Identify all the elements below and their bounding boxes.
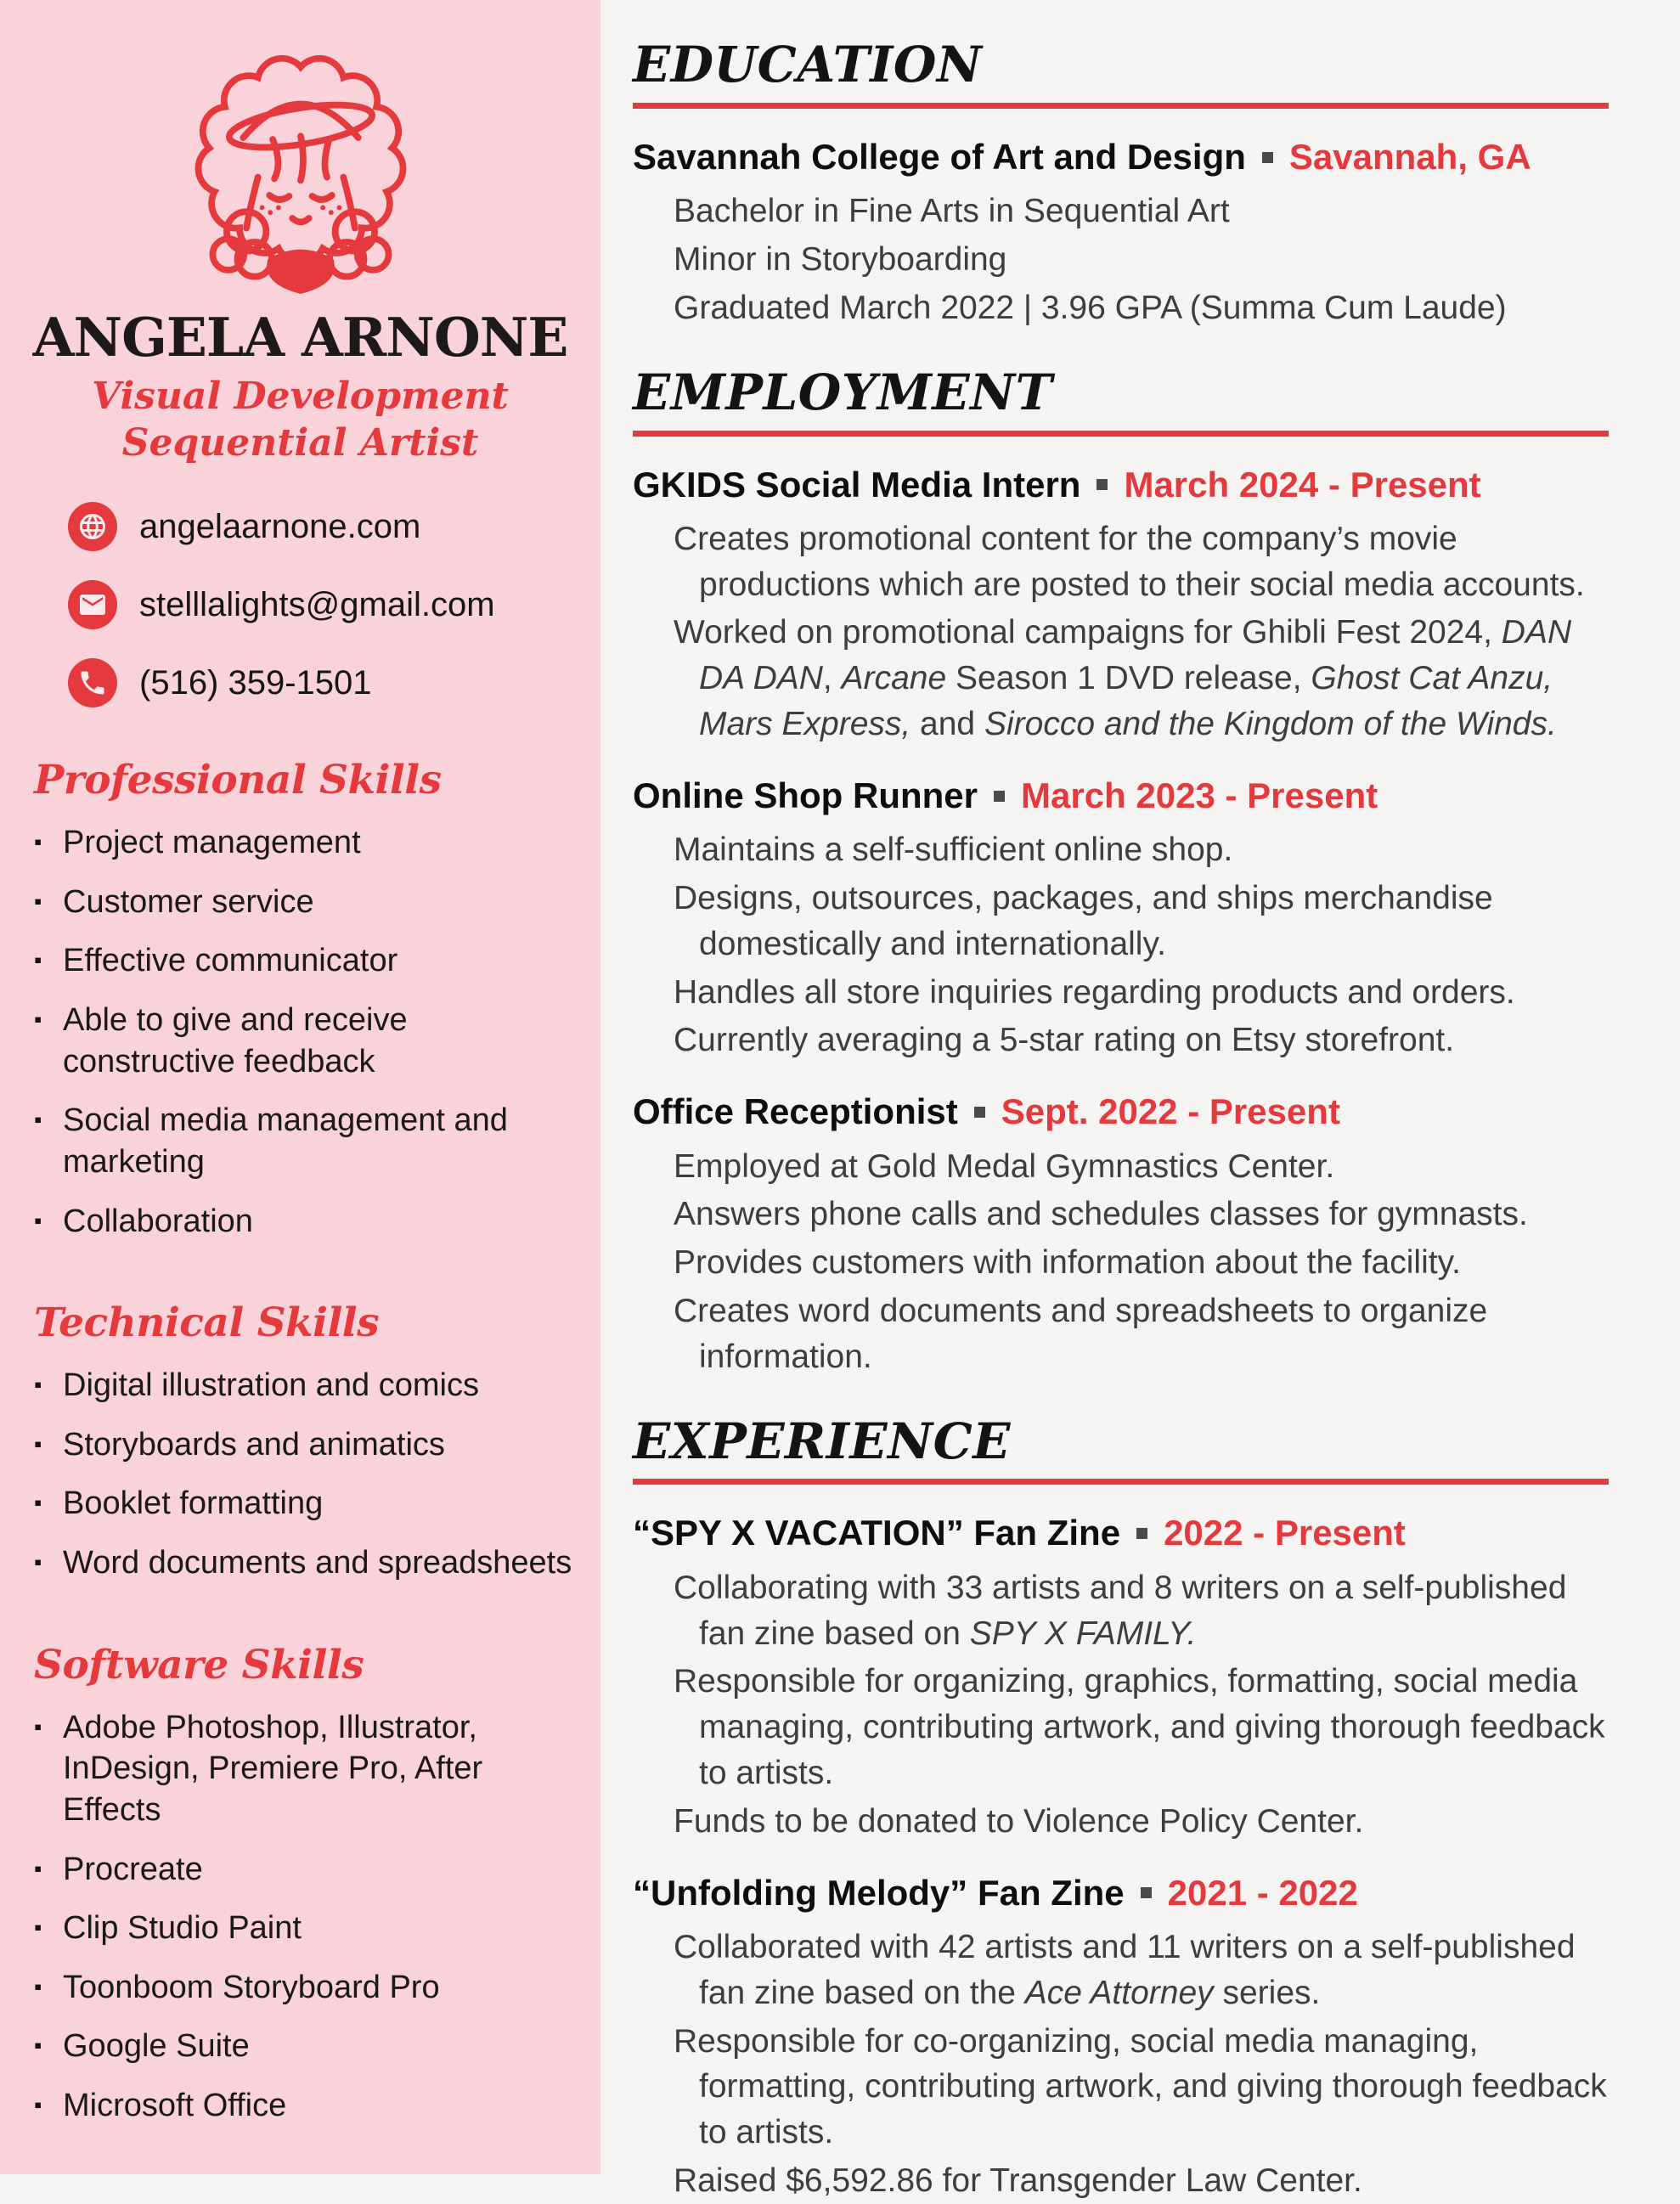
sidebar-section: [34, 1641, 575, 2127]
contact-phone: [68, 658, 600, 707]
entry-line: [674, 1017, 1609, 1063]
skill-item: [34, 822, 575, 864]
contact-list: [68, 502, 600, 707]
skill-list: [34, 1707, 575, 2127]
entry-body: [674, 1144, 1609, 1380]
entry-title: GKIDS Social Media Intern: [633, 464, 1081, 504]
bullet-square-icon: ▪: [34, 1549, 42, 1575]
sidebar-section: [34, 1299, 575, 1584]
entry-line: [674, 189, 1609, 234]
skill-item: [34, 1365, 575, 1406]
entry-line: [674, 1192, 1609, 1237]
sidebar-section: [34, 757, 575, 1242]
entry-text-segment: ,: [822, 660, 842, 697]
entry-text-segment: Season 1 DVD release,: [946, 660, 1311, 697]
separator-square-icon: [994, 791, 1005, 802]
entry-date: March 2024 - Present: [1124, 464, 1481, 504]
entry-title: “Unfolding Melody” Fan Zine: [633, 1872, 1125, 1913]
skill-item: [34, 2026, 575, 2067]
entry-line: [674, 1925, 1609, 2016]
skill-item-label: Able to give and receive constructive feedback: [63, 1002, 408, 1079]
entry-date: March 2023 - Present: [1021, 775, 1378, 815]
resume-entry: [633, 465, 1609, 747]
entry-title-row: [633, 1513, 1609, 1553]
entry-text-segment: Sirocco and the Kingdom of the Winds.: [984, 706, 1557, 743]
entry-text-segment: Funds to be donated to Violence Policy Center.: [674, 1802, 1364, 1840]
resume-section: [633, 1412, 1609, 2204]
entry-text-segment: SPY X FAMILY.: [969, 1615, 1197, 1652]
person-title: [0, 374, 600, 466]
bullet-square-icon: ▪: [34, 1107, 42, 1133]
entry-text-segment: Answers phone calls and schedules classes for gymnasts.: [674, 1196, 1528, 1233]
entry-line: [674, 516, 1609, 608]
skill-item-label: Google Suite: [63, 2028, 250, 2065]
resume-entry: [633, 1873, 1609, 2204]
entry-text-segment: Creates promotional content for the company’s movie productions which are posted to their social media accounts.: [674, 520, 1585, 603]
entry-text-segment: series.: [1213, 1974, 1321, 2011]
skill-list: [34, 1365, 575, 1584]
resume-entry: [633, 137, 1609, 331]
entry-date: 2022 - Present: [1164, 1513, 1406, 1553]
entry-title-row: [633, 465, 1609, 505]
sidebar-section-heading: Professional Skills: [34, 757, 442, 804]
bullet-square-icon: ▪: [34, 1490, 42, 1516]
entry-text-segment: Maintains a self-sufficient online shop.: [674, 831, 1233, 869]
entry-line: [674, 827, 1609, 873]
entry-text-segment: Raised $6,592.86 for Transgender Law Center.: [674, 2162, 1362, 2200]
sidebar-sections: [0, 757, 600, 2127]
entry-line: [674, 237, 1609, 283]
bullet-square-icon: ▪: [34, 1372, 42, 1398]
separator-square-icon: [1136, 1528, 1147, 1539]
separator-square-icon: [1141, 1887, 1152, 1898]
entry-text-segment: Bachelor in Fine Arts in Sequential Art: [674, 193, 1230, 230]
main-sections: [633, 36, 1609, 2204]
entry-text-segment: Provides customers with information about the facility.: [674, 1244, 1462, 1282]
entry-body: [674, 827, 1609, 1063]
separator-square-icon: [1262, 152, 1273, 163]
resume-entry: [633, 1513, 1609, 1844]
skill-item-label: Collaboration: [63, 1203, 253, 1239]
skill-item: [34, 882, 575, 923]
contact-email: [68, 580, 600, 629]
resume-entry: [633, 1091, 1609, 1379]
entry-title: “SPY X VACATION” Fan Zine: [633, 1513, 1121, 1553]
sidebar: [0, 0, 600, 2174]
bullet-square-icon: ▪: [34, 1207, 42, 1233]
skill-item: [34, 1201, 575, 1243]
skill-item-label: Clip Studio Paint: [63, 1910, 302, 1947]
entry-text-segment: Responsible for co-organizing, social media managing, formatting, contributing artwork, and giving thorough feedback to artists.: [674, 2022, 1607, 2151]
entry-text-segment: Minor in Storyboarding: [674, 241, 1007, 278]
skill-item-label: Toonboom Storyboard Pro: [63, 1969, 440, 2005]
entry-text-segment: and: [910, 706, 984, 743]
entry-line: [674, 285, 1609, 331]
resume-section: [633, 36, 1609, 331]
entry-text-segment: DAN DA DAN: [699, 614, 1572, 697]
entry-line: [674, 1565, 1609, 1657]
skill-item: [34, 1483, 575, 1525]
entry-body: [674, 1925, 1609, 2204]
entry-title: Online Shop Runner: [633, 775, 978, 815]
skill-item-label: Word documents and spreadsheets: [63, 1545, 572, 1581]
logo: [0, 39, 600, 294]
bullet-square-icon: ▪: [34, 1006, 42, 1033]
entry-date: 2021 - 2022: [1167, 1872, 1358, 1913]
person-title-line-2: Sequential Artist: [121, 420, 479, 465]
email-icon: [68, 580, 117, 629]
entry-line: [674, 1288, 1609, 1380]
skill-item-label: Microsoft Office: [63, 2088, 287, 2124]
section-heading: EMPLOYMENT: [633, 367, 1609, 437]
person-title-line-1: Visual Development: [92, 375, 509, 419]
entry-text-segment: Ghost Cat Anzu,: [1311, 660, 1553, 697]
skill-item: [34, 1908, 575, 1949]
section-heading: EXPERIENCE: [633, 1416, 1609, 1485]
resume-entry: [633, 775, 1609, 1063]
website-text: angelaarnone.com: [139, 507, 421, 545]
entry-text-segment: Responsible for organizing, graphics, formatting, social media managing, contributing artwork, and giving thorough feedback to artists.: [674, 1663, 1605, 1792]
skill-item-label: Booklet formatting: [63, 1485, 324, 1522]
entry-body: [674, 516, 1609, 747]
entry-title: Savannah College of Art and Design: [633, 136, 1246, 177]
entry-date: Sept. 2022 - Present: [1001, 1091, 1340, 1132]
bullet-square-icon: ▪: [34, 1973, 42, 1999]
entry-text-segment: Creates word documents and spreadsheets to organize information.: [674, 1292, 1488, 1375]
entry-title-row: [633, 1873, 1609, 1914]
entry-line: [674, 610, 1609, 747]
entry-line: [674, 2158, 1609, 2204]
phone-icon: [68, 658, 117, 707]
bullet-square-icon: ▪: [34, 1713, 42, 1739]
globe-icon: [68, 502, 117, 551]
skill-item: [34, 1849, 575, 1891]
entry-line: [674, 2019, 1609, 2156]
skill-item: [34, 1707, 575, 1831]
skill-item: [34, 1542, 575, 1584]
skill-item-label: Effective communicator: [63, 943, 398, 979]
entry-line: [674, 1799, 1609, 1845]
section-heading: EDUCATION: [633, 39, 1609, 109]
skill-item-label: Procreate: [63, 1851, 203, 1887]
bullet-square-icon: ▪: [34, 947, 42, 973]
entry-text-segment: Arcane: [841, 660, 947, 697]
bullet-square-icon: ▪: [34, 1855, 42, 1881]
entry-text-segment: Ace Attorney: [1024, 1974, 1214, 2011]
skill-item: [34, 940, 575, 982]
bullet-square-icon: ▪: [34, 829, 42, 855]
entry-text-segment: Handles all store inquiries regarding products and orders.: [674, 973, 1515, 1011]
skill-list: [34, 822, 575, 1242]
bullet-square-icon: ▪: [34, 1914, 42, 1941]
entry-text-segment: Employed at Gold Medal Gymnastics Center.: [674, 1147, 1335, 1185]
bullet-square-icon: ▪: [34, 888, 42, 914]
skill-item-label: Project management: [63, 825, 361, 861]
entry-title-row: [633, 1091, 1609, 1132]
entry-title-row: [633, 137, 1609, 178]
skill-item-label: Social media management and marketing: [63, 1102, 508, 1180]
skill-item: [34, 1967, 575, 2009]
skill-item-label: Adobe Photoshop, Illustrator, InDesign, Premiere Pro, After Effects: [63, 1709, 483, 1828]
entry-body: [674, 1565, 1609, 1845]
contact-website: [68, 502, 600, 551]
entry-text-segment: Designs, outsources, packages, and ships merchandise domestically and internationally.: [674, 879, 1493, 962]
portrait-logo-illustration: [172, 39, 430, 294]
bullet-square-icon: ▪: [34, 2092, 42, 2118]
skill-item-label: Customer service: [63, 883, 314, 920]
bullet-square-icon: ▪: [34, 2032, 42, 2059]
entry-title: Office Receptionist: [633, 1091, 958, 1132]
entry-text-segment: Collaborating with 33 artists and 8 writers on a self-published fan zine based on: [674, 1569, 1567, 1652]
skill-item: [34, 2085, 575, 2127]
bullet-square-icon: ▪: [34, 1430, 42, 1457]
entry-line: [674, 970, 1609, 1016]
resume-section: [633, 363, 1609, 1380]
sidebar-section-heading: Software Skills: [34, 1641, 364, 1688]
skill-item-label: Storyboards and animatics: [63, 1426, 445, 1463]
entry-text-segment: Currently averaging a 5-star rating on Etsy storefront.: [674, 1022, 1455, 1059]
separator-square-icon: [974, 1107, 985, 1118]
skill-item-label: Digital illustration and comics: [63, 1367, 479, 1404]
skill-item: [34, 1000, 575, 1082]
entry-line: [674, 1144, 1609, 1190]
resume-main: [600, 0, 1680, 2200]
entry-text-segment: Mars Express,: [699, 706, 911, 743]
separator-square-icon: [1097, 479, 1108, 490]
entry-line: [674, 1659, 1609, 1795]
email-text: stelllalights@gmail.com: [139, 585, 495, 623]
entry-text-segment: Collaborated with 42 artists and 11 writers on a self-published fan zine based on the: [674, 1928, 1576, 2011]
phone-text: (516) 359-1501: [139, 663, 372, 702]
entry-date: Savannah, GA: [1288, 136, 1531, 177]
entry-title-row: [633, 775, 1609, 816]
skill-item: [34, 1424, 575, 1466]
person-name: ANGELA ARNONE: [32, 306, 568, 369]
skill-item: [34, 1100, 575, 1182]
entry-line: [674, 876, 1609, 967]
entry-text-segment: Worked on promotional campaigns for Ghibli Fest 2024,: [674, 614, 1502, 651]
sidebar-section-heading: Technical Skills: [34, 1299, 380, 1347]
entry-line: [674, 1240, 1609, 1286]
entry-text-segment: Graduated March 2022 | 3.96 GPA (Summa Cum Laude): [674, 289, 1507, 326]
entry-body: [674, 189, 1609, 330]
